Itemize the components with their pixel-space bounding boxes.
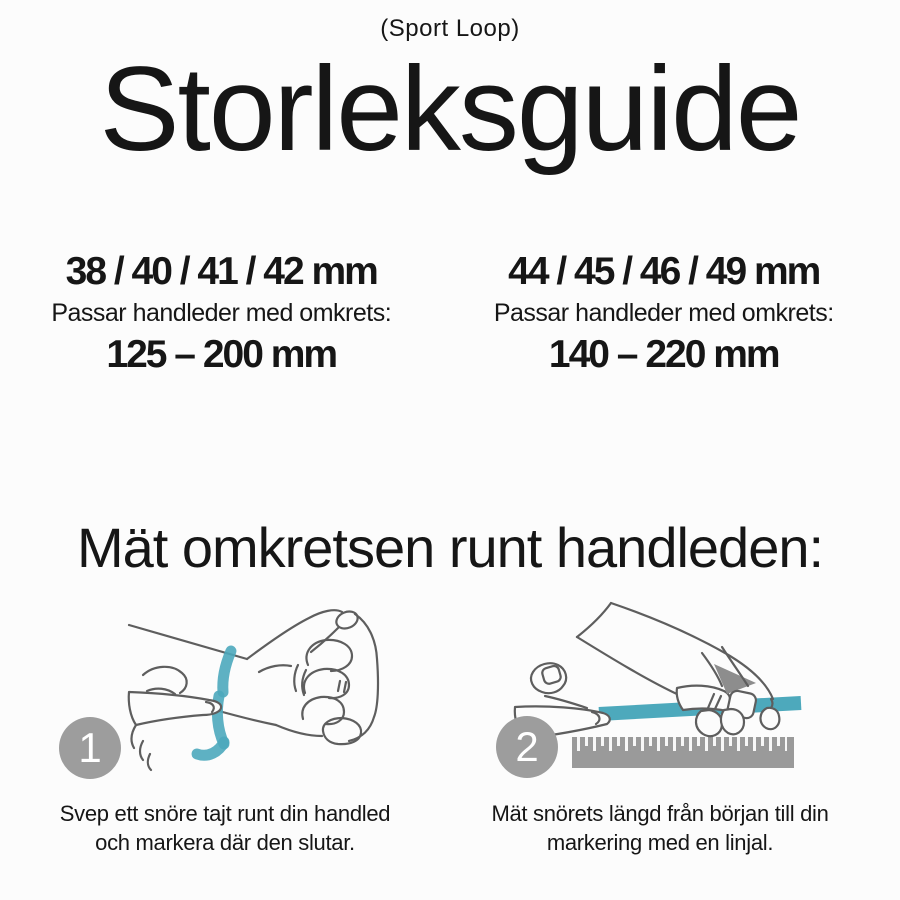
wrist-range-large: 140 – 220 mm [548,333,779,377]
step-2-figure [465,595,855,857]
size-column-small [0,249,443,380]
fist-hand-drawing [129,608,378,744]
step-1-badge [59,717,121,779]
page-title: Storleksguide [99,42,801,176]
measure-steps [0,595,900,857]
size-column-large [443,249,886,380]
step-2-caption: Mät snörets längd från början till din markering med en linjal. [491,800,829,855]
case-sizes-small: 38 / 40 / 41 / 42 mm [65,249,377,293]
step-1-caption: Svep ett snöre tajt runt din handled och markera där den slutar. [59,800,391,855]
fits-label-small: Passar handleder med omkrets: [51,299,392,328]
measure-heading: Mät omkretsen runt handleden: [76,516,824,580]
step-1-figure [45,595,405,857]
step-2-number: 2 [515,722,539,770]
case-sizes-large: 44 / 45 / 46 / 49 mm [508,249,820,293]
ruler [572,737,794,768]
subtitle: (Sport Loop) [380,15,520,42]
wrist-range-small: 125 – 200 mm [106,333,337,377]
fits-label-large: Passar handleder med omkrets: [493,299,834,328]
ruler-measure-illustration [465,595,855,795]
step-2-badge [496,716,558,778]
step-1-number: 1 [78,723,102,771]
size-columns [0,249,900,380]
wrist-string-illustration [45,595,405,795]
